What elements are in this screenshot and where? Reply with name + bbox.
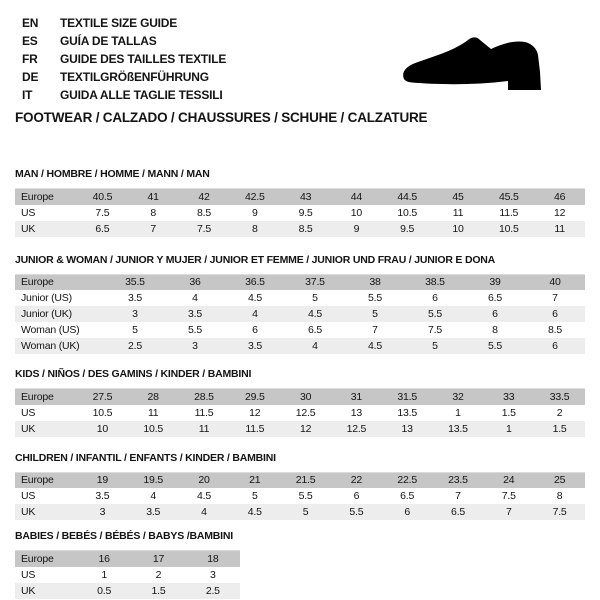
size-table-man [15, 188, 585, 237]
size-cell: 4 [192, 292, 198, 304]
size-table-babies [15, 550, 240, 599]
size-cell: 4 [312, 340, 318, 352]
size-cell: 6 [432, 292, 438, 304]
lang-code: FR [22, 52, 38, 66]
size-cell: 5 [312, 292, 318, 304]
size-cell: 35.5 [125, 276, 145, 289]
table-row [15, 221, 585, 237]
size-cell: 42 [198, 190, 210, 203]
size-cell: 1.5 [501, 406, 516, 419]
size-cell: 5.5 [488, 340, 502, 352]
size-cell: 8.5 [548, 324, 562, 336]
size-cell: 25 [553, 474, 566, 487]
size-table-children [15, 472, 585, 521]
size-cell: 40.5 [92, 190, 113, 203]
size-cell: 2 [155, 568, 162, 581]
size-cell: 36 [189, 276, 201, 289]
size-cell: 22 [350, 474, 363, 487]
size-cell: 4.5 [308, 308, 322, 320]
size-cell: 6 [552, 340, 558, 352]
table-row [15, 274, 585, 290]
size-cell: 5.5 [428, 308, 442, 320]
size-cell: 12.5 [295, 406, 316, 419]
size-cell: 13 [401, 422, 413, 435]
size-cell: 9 [251, 206, 258, 219]
lang-label: GUIDA ALLE TAGLIE TESSILI [60, 88, 223, 102]
lang-code: DE [22, 70, 39, 84]
table-row [15, 306, 585, 322]
size-cell: 4 [201, 506, 207, 518]
size-cell: 36.5 [245, 276, 265, 289]
table-row [15, 567, 240, 583]
size-cell: 8 [492, 324, 498, 336]
size-cell: 7 [455, 490, 461, 502]
table-row [15, 338, 585, 354]
row-label: US [21, 490, 36, 502]
size-cell: 11 [554, 222, 565, 235]
table-row [15, 583, 240, 599]
size-cell: 3.5 [188, 308, 202, 320]
row-label: US [21, 206, 36, 219]
size-cell: 10.5 [397, 206, 417, 219]
size-cell: 23.5 [448, 474, 468, 487]
size-cell: 5 [302, 506, 309, 518]
size-cell: 10 [350, 206, 363, 219]
lang-label: TEXTILE SIZE GUIDE [60, 16, 178, 30]
lang-code: EN [22, 16, 39, 30]
shoe-icon [398, 24, 568, 104]
size-cell: 6.5 [308, 324, 322, 336]
size-cell: 43 [299, 190, 312, 203]
size-cell: 2.5 [205, 584, 220, 597]
size-cell: 1.5 [552, 422, 567, 435]
size-cell: 11.5 [194, 406, 214, 419]
size-cell: 6 [252, 324, 258, 336]
size-cell: 33 [503, 390, 515, 403]
size-cell: 9.5 [400, 222, 415, 235]
size-cell: 4.5 [196, 490, 211, 502]
size-cell: 38.5 [425, 276, 445, 289]
size-cell: 4.5 [368, 340, 382, 352]
size-cell: 3.5 [128, 292, 142, 304]
size-cell: 5.5 [349, 506, 364, 518]
section-title-children: CHILDREN / INFANTIL / ENFANTS / KINDER / BAMBINI [15, 451, 276, 464]
size-cell: 3.5 [95, 490, 110, 502]
row-label: Europe [21, 390, 54, 403]
size-cell: 20 [198, 474, 210, 487]
size-cell: 44 [350, 190, 363, 203]
size-cell: 5 [251, 490, 258, 502]
row-label: US [21, 568, 36, 581]
size-cell: 41 [147, 190, 159, 203]
size-cell: 11.5 [245, 422, 265, 435]
size-cell: 12.5 [346, 422, 367, 435]
lang-label: GUIDE DES TAILLES TEXTILE [60, 52, 227, 66]
size-cell: 12 [249, 406, 261, 419]
size-cell: 1 [101, 568, 107, 581]
size-cell: 39 [489, 276, 501, 289]
size-cell: 6 [492, 308, 498, 320]
size-cell: 11.5 [499, 206, 519, 219]
size-cell: 10 [452, 222, 464, 235]
size-cell: 4 [252, 308, 258, 320]
size-cell: 33.5 [549, 390, 570, 403]
size-cell: 4 [150, 490, 157, 502]
row-label: Europe [21, 276, 54, 289]
lang-label: TEXTILGRÖßENFÜHRUNG [60, 70, 209, 84]
section-title-man: MAN / HOMBRE / HOMME / MANN / MAN [15, 168, 210, 180]
size-cell: 45 [452, 190, 464, 203]
size-cell: 28.5 [194, 390, 214, 403]
size-cell: 3.5 [146, 506, 161, 518]
size-cell: 12 [299, 422, 312, 435]
size-cell: 21 [249, 474, 261, 487]
size-cell: 6 [404, 506, 410, 518]
size-cell: 32 [452, 390, 464, 403]
lang-label: GUÍA DE TALLAS [60, 34, 157, 48]
size-cell: 7 [552, 292, 558, 304]
size-cell: 19 [96, 474, 109, 487]
size-cell: 5 [432, 340, 438, 352]
size-cell: 30 [299, 390, 312, 403]
table-row [15, 551, 240, 567]
table-row [15, 189, 585, 205]
size-cell: 3 [192, 340, 198, 352]
table-row [15, 405, 585, 421]
size-cell: 9 [353, 222, 360, 235]
size-cell: 4.5 [248, 292, 262, 304]
section-title-babies: BABIES / BEBÉS / BÉBÉS / BABYS /BAMBINI [15, 530, 233, 542]
size-cell: 6.5 [400, 490, 415, 502]
size-cell: 11 [198, 422, 210, 435]
size-cell: 6 [552, 308, 558, 320]
size-cell: 7.5 [95, 206, 110, 219]
size-cell: 7.5 [501, 490, 516, 502]
section-title-kids: KIDS / NIÑOS / DES GAMINS / KINDER / BAMBINI [15, 368, 252, 380]
size-cell: 42.5 [244, 190, 265, 203]
table-row [15, 322, 585, 338]
size-cell: 46 [553, 190, 566, 203]
row-label: UK [21, 422, 36, 435]
size-cell: 44.5 [397, 190, 417, 203]
size-cell: 6.5 [95, 222, 110, 235]
section-title-junior-woman: JUNIOR & WOMAN / JUNIOR Y MUJER / JUNIOR ET FEMME / JUNIOR UND FRAU / JUNIOR E DONA [15, 253, 496, 266]
size-cell: 7.5 [552, 506, 567, 518]
size-cell: 1.5 [151, 584, 166, 597]
size-cell: 31 [350, 390, 363, 403]
size-cell: 40 [549, 276, 561, 289]
size-cell: 12 [553, 206, 566, 219]
size-cell: 0.5 [97, 584, 112, 597]
row-label: Europe [21, 190, 54, 203]
size-cell: 10.5 [498, 222, 519, 235]
size-cell: 1 [505, 422, 512, 435]
size-cell: 9.5 [298, 206, 313, 219]
size-cell: 8 [556, 490, 563, 502]
size-cell: 3.5 [248, 340, 262, 352]
size-cell: 7 [372, 324, 378, 336]
size-cell: 6 [353, 490, 360, 502]
size-cell: 11 [147, 406, 159, 419]
size-cell: 17 [152, 552, 165, 565]
row-label: Woman (UK) [21, 340, 80, 352]
size-cell: 11 [452, 206, 464, 219]
size-cell: 19.5 [143, 474, 164, 487]
size-table-kids [15, 388, 585, 437]
table-row [15, 389, 585, 405]
size-cell: 8 [150, 206, 157, 219]
size-cell: 37.5 [305, 276, 325, 289]
row-label: Europe [21, 552, 54, 565]
table-row [15, 488, 585, 504]
size-cell: 38 [369, 276, 381, 289]
table-row [15, 504, 585, 520]
size-cell: 5.5 [368, 292, 382, 304]
size-cell: 45.5 [498, 190, 519, 203]
size-cell: 3 [210, 568, 216, 581]
size-cell: 5 [132, 324, 138, 336]
row-label: Junior (US) [21, 292, 72, 304]
size-cell: 28 [147, 390, 159, 403]
size-cell: 2 [556, 406, 563, 419]
row-label: US [21, 406, 36, 419]
row-label: UK [21, 506, 36, 518]
size-cell: 13 [350, 406, 363, 419]
size-cell: 3 [132, 308, 138, 320]
size-cell: 7.5 [196, 222, 211, 235]
size-cell: 6.5 [450, 506, 465, 518]
size-cell: 8.5 [196, 206, 211, 219]
size-cell: 13.5 [397, 406, 417, 419]
lang-code: ES [22, 34, 38, 48]
size-cell: 22.5 [397, 474, 417, 487]
row-label: Woman (US) [21, 324, 80, 336]
size-cell: 7.5 [428, 324, 442, 336]
size-cell: 24 [503, 474, 515, 487]
table-row [15, 205, 585, 221]
size-cell: 3 [99, 506, 106, 518]
table-row [15, 472, 585, 488]
size-cell: 1 [455, 406, 461, 419]
size-cell: 7 [505, 506, 512, 518]
row-label: Europe [21, 474, 54, 487]
size-cell: 18 [207, 552, 219, 565]
size-cell: 8.5 [298, 222, 313, 235]
size-cell: 13.5 [448, 422, 468, 435]
size-cell: 27.5 [92, 390, 113, 403]
size-table-junior-woman [15, 274, 585, 355]
size-cell: 16 [98, 552, 110, 565]
row-label: UK [21, 222, 36, 235]
size-cell: 10 [96, 422, 109, 435]
row-label: UK [21, 584, 36, 597]
size-cell: 7 [150, 222, 157, 235]
row-label: Junior (UK) [21, 308, 72, 320]
size-cell: 21.5 [295, 474, 316, 487]
size-cell: 5.5 [188, 324, 202, 336]
size-cell: 2.5 [128, 340, 142, 352]
size-cell: 10.5 [92, 406, 113, 419]
size-cell: 31.5 [397, 390, 417, 403]
size-cell: 5.5 [298, 490, 313, 502]
size-cell: 8 [251, 222, 258, 235]
table-row [15, 421, 585, 437]
size-cell: 6.5 [488, 292, 502, 304]
size-cell: 4.5 [247, 506, 262, 518]
size-cell: 10.5 [143, 422, 164, 435]
category-title: FOOTWEAR / CALZADO / CHAUSSURES / SCHUHE / CALZATURE [15, 110, 428, 125]
size-cell: 29.5 [244, 390, 265, 403]
table-row [15, 290, 585, 306]
size-cell: 5 [372, 308, 378, 320]
lang-code: IT [22, 88, 33, 102]
